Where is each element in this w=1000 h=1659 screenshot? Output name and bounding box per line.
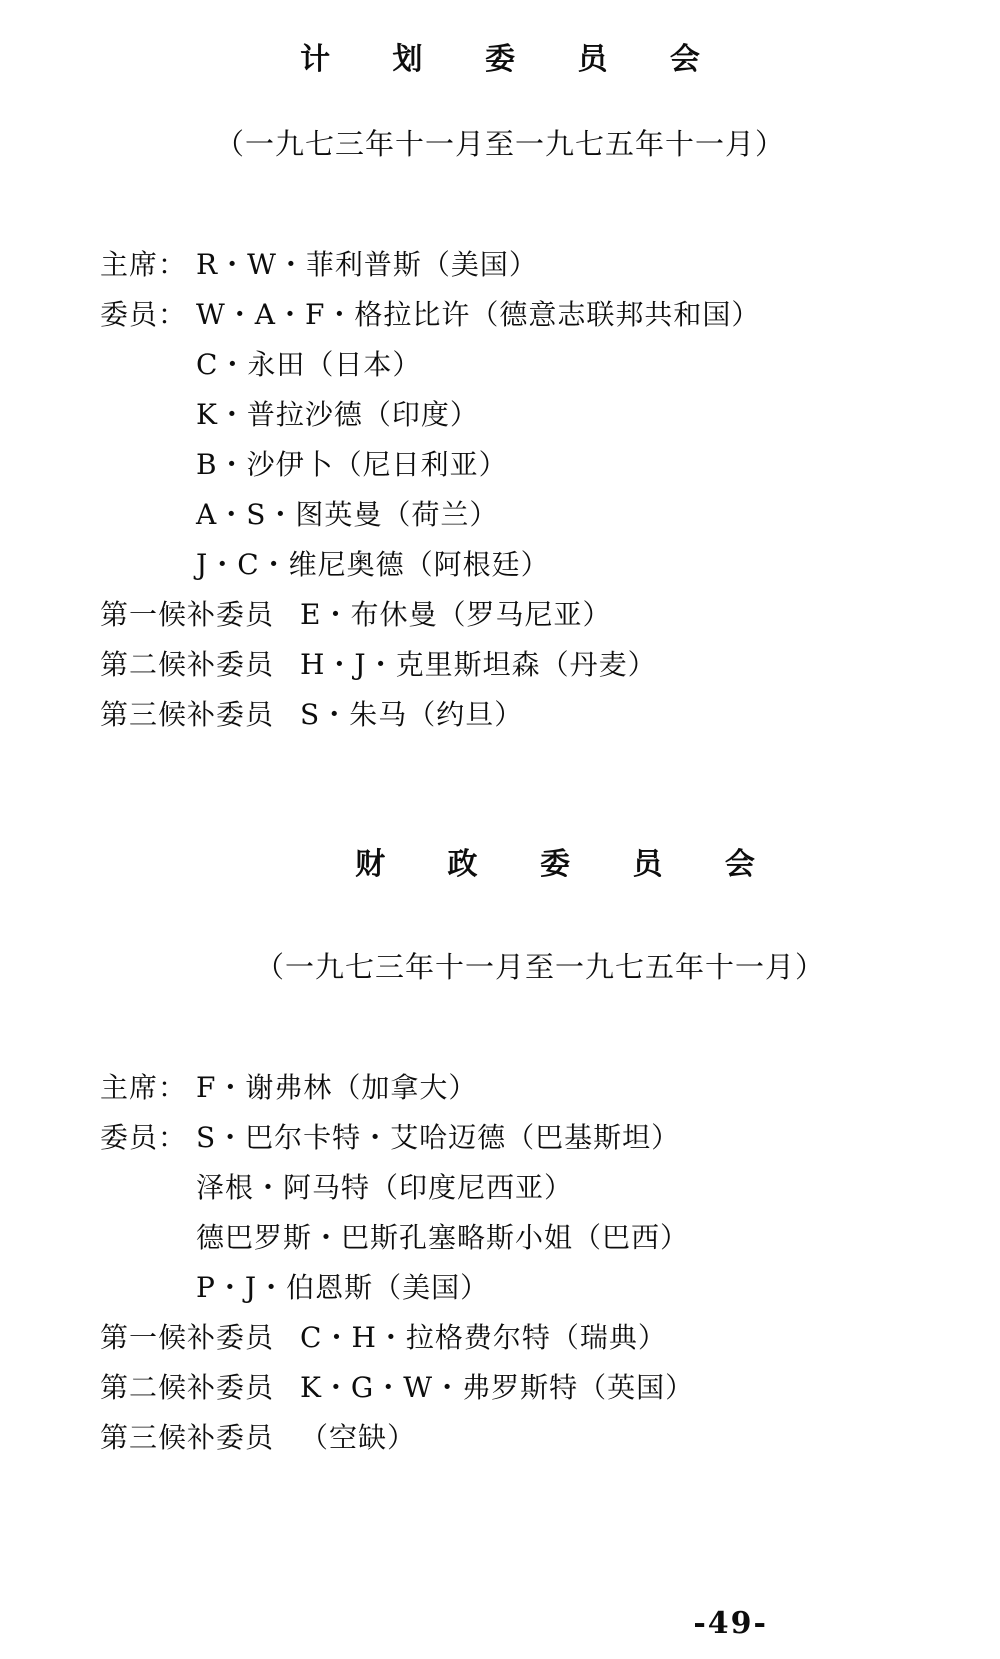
section-finance-committee: [0, 839, 1000, 1452]
list-item: [100, 598, 1000, 631]
section-period-finance: （一九七三年十一月至一九七五年十一月）: [254, 950, 825, 984]
list-item: [100, 1421, 1000, 1454]
entry-value: B・沙伊卜（尼日利亚）: [196, 448, 508, 481]
list-item: [100, 1271, 1000, 1304]
entry-value: 泽根・阿马特（印度尼西亚）: [196, 1171, 574, 1204]
entry-value: F・谢弗林（加拿大）: [196, 1071, 478, 1104]
entry-value: C・H・拉格费尔特（瑞典）: [300, 1321, 667, 1354]
entry-value: P・J・伯恩斯（美国）: [196, 1271, 490, 1304]
list-item: [100, 398, 1000, 431]
list-item: [100, 1221, 1000, 1254]
top-spacer: [0, 0, 1000, 34]
section-title-finance: 财 政 委 员 会: [355, 847, 781, 882]
entry-value: R・W・菲利普斯（美国）: [196, 248, 538, 281]
entry-label: 委员：: [100, 298, 188, 331]
entry-label: 第一候补委员: [100, 598, 275, 631]
entry-value: K・G・W・弗罗斯特（英国）: [300, 1371, 695, 1404]
list-item: [100, 248, 1000, 281]
entry-label: 第三候补委员: [100, 698, 275, 731]
entry-label: 第二候补委员: [100, 1371, 275, 1404]
entry-label: 委员：: [100, 1121, 188, 1154]
page-number: -49-: [693, 1606, 768, 1641]
entry-value: E・布休曼（罗马尼亚）: [300, 598, 612, 631]
list-item: [100, 348, 1000, 381]
section-title-planning: 计 划 委 员 会: [300, 42, 726, 77]
list-item: [100, 1071, 1000, 1104]
list-item: [100, 698, 1000, 731]
list-item: [100, 648, 1000, 681]
entries-planning: [100, 248, 1000, 731]
entry-value: J・C・维尼奥德（阿根廷）: [196, 548, 550, 581]
list-item: [100, 1371, 1000, 1404]
spacer: [0, 751, 1000, 839]
section-planning-committee: [0, 34, 1000, 729]
list-item: [100, 1171, 1000, 1204]
entry-label: 第三候补委员: [100, 1421, 275, 1454]
entry-value: K・普拉沙德（印度）: [196, 398, 479, 431]
spacer: [0, 927, 1000, 945]
entry-value: S・巴尔卡特・艾哈迈德（巴基斯坦）: [196, 1121, 681, 1154]
entry-value: （空缺）: [300, 1421, 417, 1454]
list-item: [100, 448, 1000, 481]
entry-label: 主席：: [100, 1071, 188, 1104]
entry-value: C・永田（日本）: [196, 348, 422, 381]
entry-value: A・S・图英曼（荷兰）: [196, 498, 499, 531]
section-period-planning: （一九七三年十一月至一九七五年十一月）: [214, 127, 785, 161]
spacer: [0, 163, 1000, 251]
spacer: [0, 883, 1000, 927]
list-item: [100, 548, 1000, 581]
list-item: [100, 1321, 1000, 1354]
entry-label: 主席：: [100, 248, 188, 281]
list-item: [100, 1121, 1000, 1154]
entry-value: W・A・F・格拉比许（德意志联邦共和国）: [196, 298, 761, 331]
list-item: [100, 298, 1000, 331]
entry-label: 第二候补委员: [100, 648, 275, 681]
entry-value: 德巴罗斯・巴斯孔塞略斯小姐（巴西）: [196, 1221, 690, 1254]
spacer: [0, 78, 1000, 122]
spacer: [0, 986, 1000, 1074]
entry-label: 第一候补委员: [100, 1321, 275, 1354]
list-item: [100, 498, 1000, 531]
entries-finance: [100, 1071, 1000, 1454]
entry-value: S・朱马（约旦）: [300, 698, 524, 731]
entry-value: H・J・克里斯坦森（丹麦）: [300, 648, 657, 681]
